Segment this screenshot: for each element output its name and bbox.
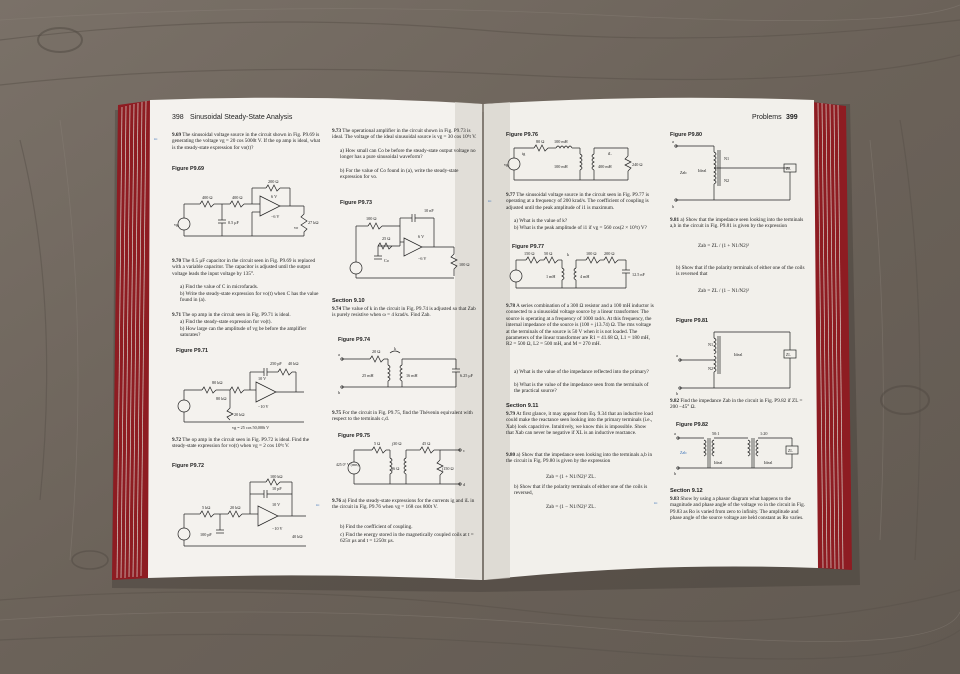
problem-9-75: 9.75 For the circuit in Fig. P9.75, find the Thévenin equivalent with respect to the terminals c,d. bbox=[332, 410, 473, 423]
problem-9-77: 9.77 The sinusoidal voltage source in the circuit seen in Fig. P9.77 is operating at a frequency of 200 krad/s. The coefficient of coupling is adjusted until the peak amplitude of i1 is maximum. bbox=[506, 192, 649, 211]
svg-text:6 V: 6 V bbox=[418, 234, 425, 239]
svg-text:a: a bbox=[672, 139, 674, 144]
svg-text:100 mH: 100 mH bbox=[554, 139, 568, 144]
figure-p9-72-schematic bbox=[172, 472, 322, 552]
figure-p9-71-caption: Figure P9.71 bbox=[176, 348, 209, 354]
figure-p9-76-caption: Figure P9.76 bbox=[506, 132, 539, 138]
running-head-right: Problems bbox=[752, 114, 782, 121]
svg-text:80 kΩ: 80 kΩ bbox=[212, 380, 223, 385]
svg-text:80 Ω: 80 Ω bbox=[536, 139, 545, 144]
svg-text:Zab: Zab bbox=[680, 450, 687, 455]
svg-text:d: d bbox=[463, 482, 466, 487]
equation-9-81a: Zab = ZL / (1 + N1/N2)² bbox=[698, 243, 750, 249]
svg-text:a: a bbox=[338, 352, 340, 357]
problem-9-73a: a) How small can Co be before the steady-state output voltage no longer has a pure sinusoidal waveform? bbox=[340, 148, 476, 161]
svg-text:40 kΩ: 40 kΩ bbox=[288, 361, 299, 366]
svg-text:iL: iL bbox=[608, 151, 612, 156]
figure-p9-75-schematic bbox=[336, 440, 476, 492]
svg-text:b: b bbox=[338, 390, 341, 395]
svg-text:5 Ω: 5 Ω bbox=[374, 441, 381, 446]
svg-text:−10 V: −10 V bbox=[272, 526, 283, 531]
svg-text:−6 V: −6 V bbox=[418, 256, 427, 261]
svg-text:12.5 nF: 12.5 nF bbox=[632, 272, 645, 277]
svg-text:100 kΩ: 100 kΩ bbox=[270, 474, 283, 479]
svg-text:425 0° V (rms): 425 0° V (rms) bbox=[336, 463, 359, 467]
figure-p9-74-caption: Figure P9.74 bbox=[338, 337, 371, 343]
problem-9-83: 9.83 Show by using a phasor diagram what happens to the magnitude and phase angle of the voltage vo in the circuit in Fig. P9.83 as Ro is varied from zero to infinity. The amplitude and phase angle of the source voltage are held constant as Ro varies. bbox=[670, 496, 805, 522]
figure-p9-77-schematic bbox=[506, 250, 656, 295]
problem-9-77b: b) What is the peak amplitude of i1 if vg = 560 cos(2 × 10⁵t) V? bbox=[514, 225, 647, 231]
left-page bbox=[150, 100, 480, 575]
figure-p9-71-schematic bbox=[172, 356, 322, 431]
problem-9-71: 9.71 The op amp in the circuit seen in Fig. P9.71 is ideal. bbox=[172, 312, 291, 318]
p69-source-label: vg bbox=[174, 222, 179, 227]
problem-9-78: 9.78 A series combination of a 300 Ω resistor and a 100 mH inductor is connected to a sinusoidal voltage source by a linear transformer. The source is operating at a frequency of 1000 rad/s. At this frequency, the internal impedance of the source is (100 + j13.74) Ω. The rms voltage at the terminals of the source is 50 V when it is not loaded. The parameters of the linear transformer are R1 = 41.68 Ω, L1 = 180 mH, R2 = 500 Ω, L2 = 500 mH, and M = 270 mH. bbox=[506, 303, 654, 348]
svg-text:20 kΩ: 20 kΩ bbox=[230, 505, 241, 510]
svg-text:1 mH: 1 mH bbox=[546, 274, 556, 279]
problem-9-81: 9.81 a) Show that the impedance seen looking into the terminals a,b in the circuit in Fig. P9.81 is given by the expression bbox=[670, 217, 804, 230]
figure-p9-80-schematic bbox=[670, 138, 810, 208]
equation-9-80a: Zab = (1 + N1/N2)² ZL. bbox=[546, 474, 596, 480]
svg-text:400 Ω: 400 Ω bbox=[232, 195, 243, 200]
problem-9-73: 9.73 The operational amplifier in the circuit shown in Fig. P9.73 is ideal. The voltage of the ideal sinusoidal source is vg = 30 cos 10⁶t V. bbox=[332, 128, 477, 141]
svg-text:−6 V: −6 V bbox=[271, 214, 280, 219]
svg-text:16 mH: 16 mH bbox=[406, 373, 418, 378]
page-number-left: 398 bbox=[172, 114, 184, 121]
figure-p9-69-caption: Figure P9.69 bbox=[172, 166, 205, 172]
svg-text:40 kΩ: 40 kΩ bbox=[292, 534, 303, 539]
svg-text:25 Ω: 25 Ω bbox=[382, 236, 391, 241]
problem-9-82: 9.82 Find the impedance Zab in the circuit in Fig. P9.82 if ZL = 200 −45° Ω. bbox=[670, 398, 803, 411]
problem-9-79: 9.79 At first glance, it may appear from Eq. 9.34 that an inductive load could make the reactance seen looking into the primary terminals (i.e., Xab) look capacitive. Intuitively, we know this is impossible. Show that Xab can never be negative if XL is an inductive reactance. bbox=[506, 411, 653, 437]
svg-text:ZL: ZL bbox=[788, 449, 793, 453]
tutorial-badge-9-77: ▪▪▪ bbox=[488, 199, 492, 203]
problem-9-78b: b) What is the value of the impedance seen from the terminals of the practical source? bbox=[514, 382, 649, 395]
svg-text:27 kΩ: 27 kΩ bbox=[308, 220, 319, 225]
svg-text:b: b bbox=[672, 204, 675, 209]
svg-text:Ideal: Ideal bbox=[698, 168, 707, 173]
figure-p9-72-caption: Figure P9.72 bbox=[172, 463, 205, 469]
svg-text:6.25 μF: 6.25 μF bbox=[460, 373, 473, 378]
equation-9-80b: Zab = (1 − N1/N2)² ZL. bbox=[546, 504, 596, 510]
svg-text:10 pF: 10 pF bbox=[272, 486, 282, 491]
svg-text:400 Ω: 400 Ω bbox=[202, 195, 213, 200]
problem-9-81b: b) Show that if the polarity terminals of either one of the coils is reversed that bbox=[676, 265, 805, 278]
svg-text:100 Ω: 100 Ω bbox=[366, 216, 377, 221]
tutorial-badge-9-76: ▪▪▪ bbox=[316, 503, 320, 507]
svg-text:100 mH: 100 mH bbox=[554, 164, 568, 169]
page-number-right: 399 bbox=[786, 114, 798, 121]
svg-text:80 kΩ: 80 kΩ bbox=[216, 396, 227, 401]
svg-text:k: k bbox=[394, 346, 397, 351]
problem-9-70: 9.70 The 0.5 μF capacitor in the circuit seen in Fig. P9.69 is replaced with a variable capacitor. The capacitor is adjusted until the output voltage leads the input voltage by 135°. bbox=[172, 258, 316, 277]
problem-9-72: 9.72 The op amp in the circuit seen in Fig. P9.72 is ideal. Find the steady-state expression for vo(t) when vg = 2 cos 10⁶t V. bbox=[172, 437, 310, 450]
figure-p9-80-caption: Figure P9.80 bbox=[670, 132, 703, 138]
figure-p9-81-schematic bbox=[674, 326, 810, 396]
svg-text:Ideal: Ideal bbox=[714, 460, 723, 465]
svg-text:j6 Ω: j6 Ω bbox=[392, 466, 400, 471]
problem-9-70a: a) Find the value of C in microfarads. bbox=[180, 284, 259, 290]
svg-text:5 kΩ: 5 kΩ bbox=[202, 505, 211, 510]
svg-text:100 Ω: 100 Ω bbox=[586, 251, 597, 256]
tutorial-badge: ▪▪▪ bbox=[154, 137, 158, 141]
svg-text:a: a bbox=[676, 353, 678, 358]
figure-p9-75-caption: Figure P9.75 bbox=[338, 433, 371, 439]
svg-text:vg = 25 cos 50,000t V: vg = 25 cos 50,000t V bbox=[232, 425, 270, 430]
figure-p9-81-caption: Figure P9.81 bbox=[676, 318, 709, 324]
problem-9-76c: c) Find the energy stored in the magnetically coupled coils at t = 625π μs and t = 1250π μs. bbox=[340, 532, 474, 545]
svg-text:4 mH: 4 mH bbox=[580, 274, 590, 279]
svg-text:N1: N1 bbox=[708, 342, 714, 347]
svg-text:25 mH: 25 mH bbox=[362, 373, 374, 378]
problem-9-80b: b) Show that if the polarity terminals of either one of the coils is reversed, bbox=[514, 484, 648, 497]
figure-p9-74-schematic bbox=[336, 345, 476, 400]
section-9-12-heading: Section 9.12 bbox=[670, 488, 703, 494]
figure-p9-77-caption: Figure P9.77 bbox=[512, 244, 545, 250]
svg-text:20 Ω: 20 Ω bbox=[372, 349, 381, 354]
svg-text:10 nF: 10 nF bbox=[424, 208, 434, 213]
problem-9-69: 9.69 The sinusoidal voltage source in the circuit shown in Fig. P9.69 is generating the voltage vg = 20 cos 5000t V. If the op amp is ideal, what is the steady-state expression for vo(t)? bbox=[172, 132, 321, 151]
svg-text:ig: ig bbox=[522, 151, 526, 156]
problem-9-73b: b) For the value of Co found in (a), write the steady-state expression for vo. bbox=[340, 168, 459, 181]
problem-9-71b: b) How large can the amplitude of vg be before the amplifier saturates? bbox=[180, 326, 307, 339]
problem-9-78a: a) What is the value of the impedance reflected into the primary? bbox=[514, 369, 649, 375]
problem-9-74: 9.74 The value of k in the circuit in Fig. P9.74 is adjusted so that Zab is purely resistive when ω = 4 krad/s. Find Zab. bbox=[332, 306, 476, 319]
svg-text:100 pF: 100 pF bbox=[200, 532, 212, 537]
svg-text:ZL: ZL bbox=[786, 167, 791, 171]
svg-text:j150 Ω: j150 Ω bbox=[442, 466, 454, 471]
tutorial-badge-9-83: ▪▪▪ bbox=[654, 501, 658, 505]
problem-9-76: 9.76 a) Find the steady-state expressions for the currents ig and iL in the circuit in Fig. P9.76 when vg = 168 cos 800t V. bbox=[332, 498, 475, 511]
svg-text:1:20: 1:20 bbox=[760, 431, 768, 436]
svg-text:200 Ω: 200 Ω bbox=[604, 251, 615, 256]
figure-p9-73-schematic bbox=[338, 206, 478, 286]
svg-text:ZL: ZL bbox=[786, 353, 791, 357]
svg-text:100 Ω: 100 Ω bbox=[459, 262, 470, 267]
svg-text:N1: N1 bbox=[724, 156, 730, 161]
svg-text:vo: vo bbox=[294, 225, 299, 230]
equation-9-81b: Zab = ZL / (1 − N1/N2)² bbox=[698, 288, 750, 294]
svg-text:250 pF: 250 pF bbox=[270, 361, 282, 366]
svg-text:Ideal: Ideal bbox=[734, 352, 743, 357]
svg-text:Zab: Zab bbox=[680, 170, 687, 175]
running-head-left: Sinusoidal Steady-State Analysis bbox=[190, 114, 293, 121]
svg-text:200 Ω: 200 Ω bbox=[268, 179, 279, 184]
figure-p9-82-schematic bbox=[674, 428, 810, 476]
figure-p9-73-caption: Figure P9.73 bbox=[340, 200, 373, 206]
svg-text:20 kΩ: 20 kΩ bbox=[234, 412, 245, 417]
svg-text:Co: Co bbox=[384, 258, 389, 263]
section-9-11-heading: Section 9.11 bbox=[506, 403, 539, 409]
svg-text:240 Ω: 240 Ω bbox=[632, 162, 643, 167]
figure-p9-76-schematic bbox=[504, 138, 654, 188]
svg-text:50 Ω: 50 Ω bbox=[544, 251, 553, 256]
section-9-10-heading: Section 9.10 bbox=[332, 298, 365, 304]
svg-text:−10 V: −10 V bbox=[258, 404, 269, 409]
right-cover-binding bbox=[812, 102, 852, 570]
svg-text:400 mH: 400 mH bbox=[598, 164, 612, 169]
problem-9-71a: a) Find the steady-state expression for vo(t). bbox=[180, 319, 272, 325]
svg-text:k: k bbox=[567, 252, 570, 257]
svg-text:vg: vg bbox=[504, 162, 509, 167]
figure-p9-69-schematic bbox=[172, 174, 322, 254]
svg-text:10 V: 10 V bbox=[272, 502, 281, 507]
problem-9-76b: b) Find the coefficient of coupling. bbox=[340, 524, 413, 530]
svg-text:50:1: 50:1 bbox=[712, 431, 720, 436]
svg-text:b: b bbox=[674, 471, 677, 476]
svg-text:6 V: 6 V bbox=[271, 194, 278, 199]
svg-text:Ideal: Ideal bbox=[764, 460, 773, 465]
svg-text:150 Ω: 150 Ω bbox=[524, 251, 535, 256]
svg-text:b: b bbox=[676, 391, 679, 396]
problem-9-77a: a) What is the value of k? bbox=[514, 218, 568, 224]
svg-text:N2: N2 bbox=[708, 366, 714, 371]
svg-text:45 Ω: 45 Ω bbox=[422, 441, 431, 446]
svg-text:a: a bbox=[674, 431, 676, 436]
svg-text:c: c bbox=[463, 448, 465, 453]
svg-text:N2: N2 bbox=[724, 178, 730, 183]
problem-9-80: 9.80 a) Show that the impedance seen looking into the terminals a,b in the circuit in Fig. P9.80 is given by the expression bbox=[506, 452, 653, 465]
figure-p9-82-caption: Figure P9.82 bbox=[676, 422, 709, 428]
problem-9-70b: b) Write the steady-state expression for vo(t) when C has the value found in (a). bbox=[180, 291, 319, 304]
svg-text:j30 Ω: j30 Ω bbox=[392, 441, 402, 446]
right-page bbox=[484, 100, 814, 570]
svg-text:0.5 μF: 0.5 μF bbox=[228, 220, 239, 225]
svg-text:10 V: 10 V bbox=[258, 376, 267, 381]
